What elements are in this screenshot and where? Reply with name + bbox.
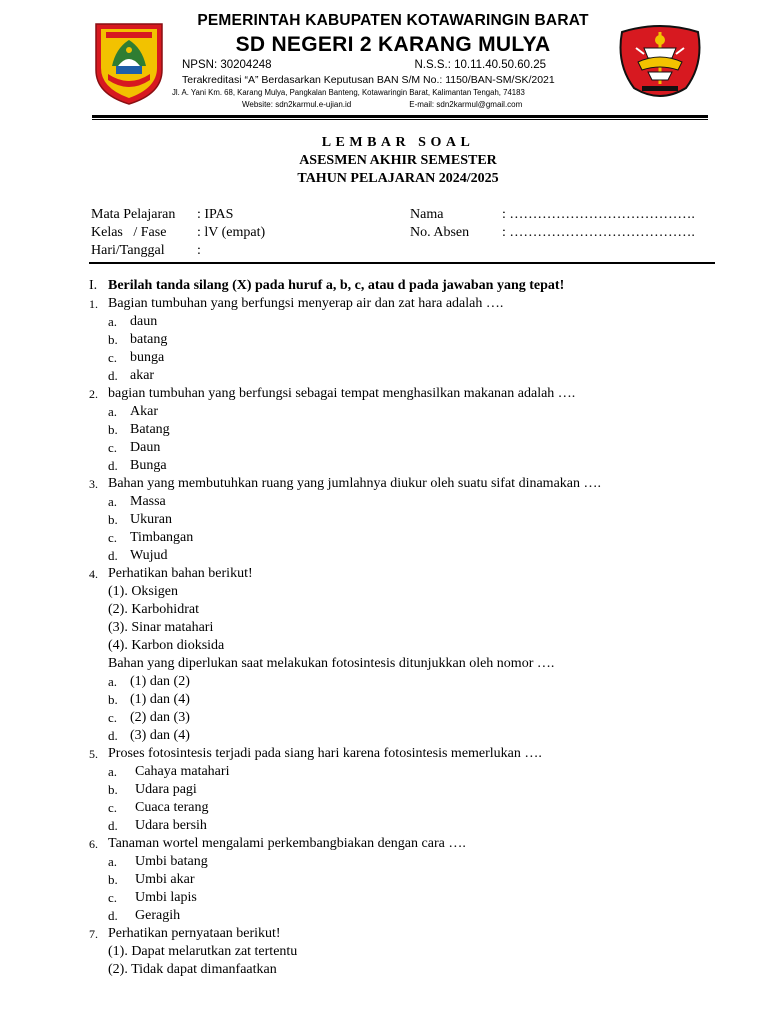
answer-option[interactable] <box>89 349 729 367</box>
option-letter: a. <box>108 674 118 689</box>
option-letter: d. <box>108 908 118 923</box>
absen-label: No. Absen <box>410 225 470 240</box>
option-letter: a. <box>108 764 118 779</box>
section-instruction <box>89 277 729 295</box>
letterhead <box>86 10 712 122</box>
class-label: Kelas / Fase <box>91 225 167 240</box>
option-text: batang <box>130 332 168 347</box>
day-label: Hari/Tanggal <box>91 243 165 258</box>
question-text: Tanaman wortel mengalami perkembangbiakan dengan cara …. <box>108 836 466 851</box>
answer-option[interactable] <box>89 799 729 817</box>
question-text: Proses fotosintesis terjadi pada siang hari karena fotosintesis memerlukan …. <box>108 746 542 761</box>
answer-option[interactable] <box>89 421 729 439</box>
option-letter: b. <box>108 512 118 527</box>
option-text: Daun <box>130 440 161 455</box>
answer-option[interactable] <box>89 709 729 727</box>
question-item <box>89 835 729 853</box>
day-value: : <box>197 243 201 258</box>
answer-option[interactable] <box>89 781 729 799</box>
answer-option[interactable] <box>89 331 729 349</box>
option-letter: d. <box>108 548 118 563</box>
option-letter: d. <box>108 728 118 743</box>
option-text: Umbi batang <box>135 854 208 869</box>
section-number: I. <box>89 278 98 293</box>
school-address: Jl. A. Yani Km. 68, Karang Mulya, Pangkalan Banteng, Kotawaringin Barat, Kalimantan Tengah, 74183 <box>172 88 525 97</box>
document-title <box>90 134 706 188</box>
sheet-title: LEMBAR SOAL <box>321 135 475 150</box>
letterhead-rule-thick <box>92 115 708 118</box>
academic-year: TAHUN PELAJARAN 2024/2025 <box>297 171 499 186</box>
answer-option[interactable] <box>89 853 729 871</box>
option-letter: d. <box>108 368 118 383</box>
option-text: Timbangan <box>130 530 194 545</box>
statement-text: (1). Dapat melarutkan zat tertentu <box>108 944 298 959</box>
question-text: Perhatikan bahan berikut! <box>108 566 253 581</box>
statement-text: (2). Karbohidrat <box>108 602 199 617</box>
question-number: 7. <box>89 927 98 941</box>
option-text: Bunga <box>130 458 167 473</box>
option-letter: a. <box>108 314 118 329</box>
statement-item <box>89 943 729 961</box>
question-number: 1. <box>89 297 98 311</box>
option-letter: b. <box>108 872 118 887</box>
subject-label: Mata Pelajaran <box>91 207 176 222</box>
question-prompt-text: Bahan yang diperlukan saat melakukan fotosintesis ditunjukkan oleh nomor …. <box>108 656 555 671</box>
option-text: Cuaca terang <box>135 800 209 815</box>
school-codes <box>178 58 608 73</box>
identity-left <box>91 206 265 260</box>
regency-emblem-icon <box>92 18 166 106</box>
question-text: Bahan yang membutuhkan ruang yang jumlahnya diukur oleh suatu sifat dinamakan …. <box>108 476 601 491</box>
option-letter: c. <box>108 890 118 905</box>
answer-option[interactable] <box>89 313 729 331</box>
statement-text: (4). Karbon dioksida <box>108 638 225 653</box>
answer-option[interactable] <box>89 529 729 547</box>
class-value: : lV (empat) <box>197 225 266 240</box>
government-name: PEMERINTAH KABUPATEN KOTAWARINGIN BARAT <box>197 12 589 29</box>
option-text: Udara pagi <box>135 782 197 797</box>
option-text: Geragih <box>135 908 181 923</box>
answer-option[interactable] <box>89 889 729 907</box>
answer-option[interactable] <box>89 439 729 457</box>
question-number: 5. <box>89 747 98 761</box>
statement-item <box>89 637 729 655</box>
contact-line <box>178 99 608 110</box>
option-letter: d. <box>108 458 118 473</box>
option-letter: c. <box>108 440 118 455</box>
option-text: Udara bersih <box>135 818 207 833</box>
question-number: 2. <box>89 387 98 401</box>
statement-item <box>89 601 729 619</box>
answer-option[interactable] <box>89 763 729 781</box>
option-letter: c. <box>108 530 118 545</box>
answer-option[interactable] <box>89 673 729 691</box>
option-letter: a. <box>108 404 118 419</box>
answer-option[interactable] <box>89 367 729 385</box>
letterhead-text <box>172 10 608 110</box>
answer-option[interactable] <box>89 907 729 925</box>
option-letter: c. <box>108 350 118 365</box>
question-text: Perhatikan pernyataan berikut! <box>108 926 281 941</box>
section-rule <box>89 262 715 264</box>
option-letter: b. <box>108 332 118 347</box>
question-text: bagian tumbuhan yang berfungsi sebagai tempat menghasilkan makanan adalah …. <box>108 386 576 401</box>
option-text: bunga <box>130 350 165 365</box>
option-text: (3) dan (4) <box>130 728 190 743</box>
statement-item <box>89 583 729 601</box>
question-item <box>89 565 729 583</box>
exam-title: ASESMEN AKHIR SEMESTER <box>299 153 497 168</box>
option-letter: c. <box>108 710 118 725</box>
option-text: Ukuran <box>130 512 172 527</box>
option-letter: d. <box>108 818 118 833</box>
answer-option[interactable] <box>89 457 729 475</box>
answer-option[interactable] <box>89 511 729 529</box>
nss: N.S.S.: 10.11.40.50.60.25 <box>414 59 546 71</box>
statement-item <box>89 619 729 637</box>
question-number: 3. <box>89 477 98 491</box>
letterhead-rule-thin <box>92 119 708 120</box>
identity-right <box>410 206 695 242</box>
absen-field: : …………………………………. <box>502 225 695 240</box>
statement-text: (3). Sinar matahari <box>108 620 214 635</box>
statement-item <box>89 961 729 979</box>
option-text: (2) dan (3) <box>130 710 190 725</box>
option-text: Akar <box>130 404 158 419</box>
question-item <box>89 295 729 313</box>
instruction-text: Berilah tanda silang (X) pada huruf a, b, c, atau d pada jawaban yang tepat! <box>108 278 565 293</box>
accreditation: Terakreditasi “A” Berdasarkan Keputusan BAN S/M No.: 1150/BAN-SM/SK/2021 <box>182 74 555 86</box>
statement-text: (2). Tidak dapat dimanfaatkan <box>108 962 277 977</box>
npsn: NPSN: 30204248 <box>182 59 272 71</box>
option-letter: a. <box>108 854 118 869</box>
question-item <box>89 385 729 403</box>
option-text: (1) dan (4) <box>130 692 190 707</box>
answer-option[interactable] <box>89 403 729 421</box>
option-letter: a. <box>108 494 118 509</box>
answer-option[interactable] <box>89 871 729 889</box>
question-list <box>89 277 729 979</box>
answer-option[interactable] <box>89 547 729 565</box>
option-letter: b. <box>108 422 118 437</box>
question-prompt <box>89 655 729 673</box>
school-name: SD NEGERI 2 KARANG MULYA <box>235 33 551 56</box>
option-letter: b. <box>108 782 118 797</box>
answer-option[interactable] <box>89 727 729 745</box>
school-emblem-icon <box>614 18 706 104</box>
name-label: Nama <box>410 207 444 222</box>
answer-option[interactable] <box>89 493 729 511</box>
question-number: 4. <box>89 567 98 581</box>
answer-option[interactable] <box>89 817 729 835</box>
name-field: : …………………………………. <box>502 207 695 222</box>
statement-text: (1). Oksigen <box>108 584 178 599</box>
question-item <box>89 745 729 763</box>
answer-option[interactable] <box>89 691 729 709</box>
question-text: Bagian tumbuhan yang berfungsi menyerap air dan zat hara adalah …. <box>108 296 504 311</box>
option-text: Wujud <box>130 548 168 563</box>
option-text: daun <box>130 314 158 329</box>
option-text: akar <box>130 368 155 383</box>
question-item <box>89 475 729 493</box>
question-item <box>89 925 729 943</box>
website: Website: sdn2karmul.e-ujian.id <box>242 100 352 109</box>
subject-value: : IPAS <box>197 207 234 222</box>
option-text: (1) dan (2) <box>130 674 190 689</box>
email: E-mail: sdn2karmul@gmail.com <box>409 100 523 109</box>
option-letter: c. <box>108 800 118 815</box>
question-number: 6. <box>89 837 98 851</box>
option-text: Umbi lapis <box>135 890 197 905</box>
option-text: Cahaya matahari <box>135 764 230 779</box>
option-text: Umbi akar <box>135 872 195 887</box>
option-letter: b. <box>108 692 118 707</box>
option-text: Massa <box>130 494 166 509</box>
option-text: Batang <box>130 422 170 437</box>
